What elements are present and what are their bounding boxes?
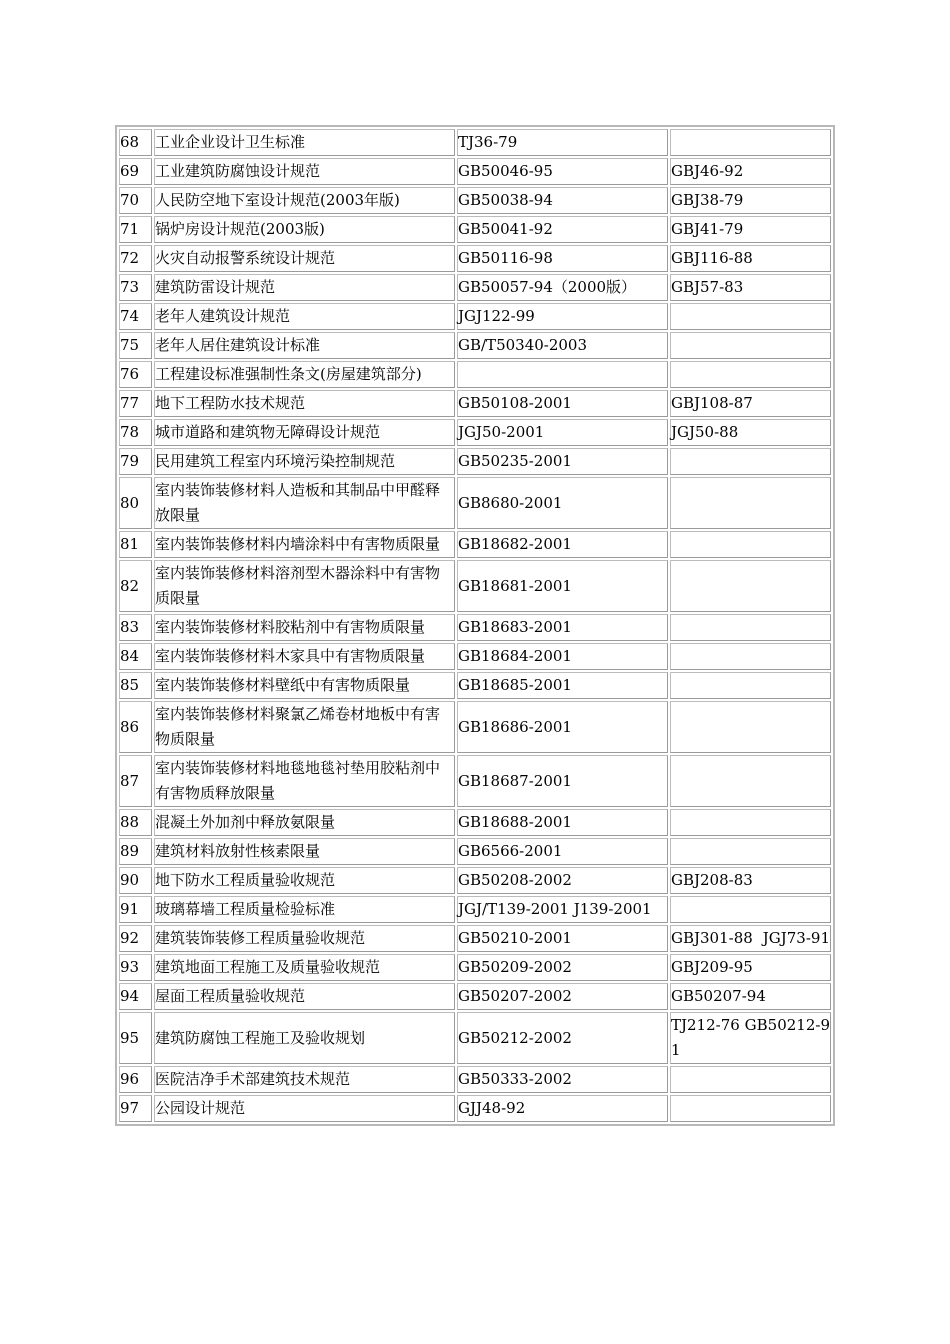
standard-name: 医院洁净手术部建筑技术规范 — [154, 1066, 455, 1093]
table-row — [119, 867, 831, 894]
standard-code: GB18688-2001 — [457, 809, 668, 836]
row-number: 80 — [119, 477, 152, 529]
superseded-code — [670, 560, 831, 612]
standard-code: GB50108-2001 — [457, 390, 668, 417]
row-number: 78 — [119, 419, 152, 446]
standard-code: GB50041-92 — [457, 216, 668, 243]
superseded-code — [670, 1066, 831, 1093]
row-number: 92 — [119, 925, 152, 952]
standard-code: JGJ50-2001 — [457, 419, 668, 446]
standard-name: 室内装饰装修材料胶粘剂中有害物质限量 — [154, 614, 455, 641]
row-number: 82 — [119, 560, 152, 612]
row-number: 88 — [119, 809, 152, 836]
table-row — [119, 332, 831, 359]
row-number: 90 — [119, 867, 152, 894]
superseded-code — [670, 129, 831, 156]
standard-name: 建筑装饰装修工程质量验收规范 — [154, 925, 455, 952]
table-row — [119, 1012, 831, 1064]
standard-code: GB50235-2001 — [457, 448, 668, 475]
standard-code: GB50038-94 — [457, 187, 668, 214]
standard-code: GB50057-94（2000版） — [457, 274, 668, 301]
standard-code: GB18686-2001 — [457, 701, 668, 753]
standard-name: 玻璃幕墙工程质量检验标准 — [154, 896, 455, 923]
standard-code: TJ36-79 — [457, 129, 668, 156]
superseded-code: GBJ116-88 — [670, 245, 831, 272]
standard-name: 民用建筑工程室内环境污染控制规范 — [154, 448, 455, 475]
row-number: 76 — [119, 361, 152, 388]
superseded-code — [670, 361, 831, 388]
row-number: 77 — [119, 390, 152, 417]
table-row — [119, 983, 831, 1010]
table-row — [119, 672, 831, 699]
table-row — [119, 274, 831, 301]
standard-name: 室内装饰装修材料地毯地毯衬垫用胶粘剂中有害物质释放限量 — [154, 755, 455, 807]
superseded-code — [670, 614, 831, 641]
standard-code — [457, 361, 668, 388]
table-row — [119, 809, 831, 836]
superseded-code — [670, 303, 831, 330]
standard-code: JGJ122-99 — [457, 303, 668, 330]
superseded-code — [670, 448, 831, 475]
row-number: 71 — [119, 216, 152, 243]
standard-name: 室内装饰装修材料内墙涂料中有害物质限量 — [154, 531, 455, 558]
superseded-code — [670, 809, 831, 836]
standard-name: 工程建设标准强制性条文(房屋建筑部分) — [154, 361, 455, 388]
standard-code: JGJ/T139-2001 J139-2001 — [457, 896, 668, 923]
table-row — [119, 158, 831, 185]
superseded-code: GBJ41-79 — [670, 216, 831, 243]
standards-table-body — [119, 129, 831, 1122]
superseded-code: GBJ57-83 — [670, 274, 831, 301]
standard-name: 室内装饰装修材料溶剂型木器涂料中有害物质限量 — [154, 560, 455, 612]
table-row — [119, 129, 831, 156]
standard-code: GB18681-2001 — [457, 560, 668, 612]
superseded-code — [670, 1095, 831, 1122]
superseded-code: TJ212-76 GB50212-91 — [670, 1012, 831, 1064]
superseded-code — [670, 701, 831, 753]
table-row — [119, 1095, 831, 1122]
row-number: 94 — [119, 983, 152, 1010]
standard-name: 室内装饰装修材料聚氯乙烯卷材地板中有害物质限量 — [154, 701, 455, 753]
standard-name: 地下防水工程质量验收规范 — [154, 867, 455, 894]
standard-name: 混凝土外加剂中释放氨限量 — [154, 809, 455, 836]
table-row — [119, 531, 831, 558]
row-number: 73 — [119, 274, 152, 301]
standard-name: 老年人建筑设计规范 — [154, 303, 455, 330]
row-number: 84 — [119, 643, 152, 670]
row-number: 81 — [119, 531, 152, 558]
row-number: 86 — [119, 701, 152, 753]
standard-name: 建筑材料放射性核素限量 — [154, 838, 455, 865]
standard-name: 建筑防腐蚀工程施工及验收规划 — [154, 1012, 455, 1064]
standard-code: GB18684-2001 — [457, 643, 668, 670]
table-row — [119, 390, 831, 417]
superseded-code — [670, 896, 831, 923]
superseded-code: GBJ208-83 — [670, 867, 831, 894]
table-row — [119, 838, 831, 865]
superseded-code — [670, 477, 831, 529]
table-row — [119, 954, 831, 981]
standard-code: GB8680-2001 — [457, 477, 668, 529]
standard-name: 老年人居住建筑设计标准 — [154, 332, 455, 359]
table-row — [119, 896, 831, 923]
row-number: 74 — [119, 303, 152, 330]
table-row — [119, 755, 831, 807]
row-number: 75 — [119, 332, 152, 359]
standard-code: GB/T50340-2003 — [457, 332, 668, 359]
superseded-code: GBJ108-87 — [670, 390, 831, 417]
row-number: 87 — [119, 755, 152, 807]
standard-name: 火灾自动报警系统设计规范 — [154, 245, 455, 272]
standard-name: 室内装饰装修材料壁纸中有害物质限量 — [154, 672, 455, 699]
superseded-code: GBJ209-95 — [670, 954, 831, 981]
standard-name: 室内装饰装修材料木家具中有害物质限量 — [154, 643, 455, 670]
row-number: 95 — [119, 1012, 152, 1064]
superseded-code: GBJ46-92 — [670, 158, 831, 185]
superseded-code — [670, 531, 831, 558]
standard-name: 工业建筑防腐蚀设计规范 — [154, 158, 455, 185]
row-number: 89 — [119, 838, 152, 865]
standard-code: GB6566-2001 — [457, 838, 668, 865]
superseded-code: JGJ50-88 — [670, 419, 831, 446]
superseded-code — [670, 755, 831, 807]
standard-code: GB50333-2002 — [457, 1066, 668, 1093]
row-number: 83 — [119, 614, 152, 641]
standard-name: 城市道路和建筑物无障碍设计规范 — [154, 419, 455, 446]
standard-code: GJJ48-92 — [457, 1095, 668, 1122]
table-row — [119, 925, 831, 952]
superseded-code: GB50207-94 — [670, 983, 831, 1010]
table-row — [119, 187, 831, 214]
table-row — [119, 643, 831, 670]
row-number: 91 — [119, 896, 152, 923]
row-number: 68 — [119, 129, 152, 156]
standard-code: GB50212-2002 — [457, 1012, 668, 1064]
superseded-code — [670, 838, 831, 865]
standard-name: 室内装饰装修材料人造板和其制品中甲醛释放限量 — [154, 477, 455, 529]
standard-code: GB18685-2001 — [457, 672, 668, 699]
row-number: 93 — [119, 954, 152, 981]
standard-name: 锅炉房设计规范(2003版) — [154, 216, 455, 243]
standard-code: GB50207-2002 — [457, 983, 668, 1010]
standard-name: 建筑地面工程施工及质量验收规范 — [154, 954, 455, 981]
superseded-code — [670, 332, 831, 359]
standard-code: GB50209-2002 — [457, 954, 668, 981]
table-row — [119, 701, 831, 753]
row-number: 70 — [119, 187, 152, 214]
row-number: 69 — [119, 158, 152, 185]
row-number: 79 — [119, 448, 152, 475]
table-row — [119, 448, 831, 475]
standard-name: 人民防空地下室设计规范(2003年版) — [154, 187, 455, 214]
standard-code: GB50046-95 — [457, 158, 668, 185]
superseded-code — [670, 672, 831, 699]
standard-name: 建筑防雷设计规范 — [154, 274, 455, 301]
standard-code: GB18682-2001 — [457, 531, 668, 558]
standard-code: GB18683-2001 — [457, 614, 668, 641]
table-row — [119, 614, 831, 641]
standard-code: GB50210-2001 — [457, 925, 668, 952]
table-row — [119, 361, 831, 388]
standard-code: GB50208-2002 — [457, 867, 668, 894]
row-number: 85 — [119, 672, 152, 699]
table-row — [119, 245, 831, 272]
row-number: 72 — [119, 245, 152, 272]
standard-name: 地下工程防水技术规范 — [154, 390, 455, 417]
standard-code: GB50116-98 — [457, 245, 668, 272]
standard-code: GB18687-2001 — [457, 755, 668, 807]
table-row — [119, 216, 831, 243]
table-row — [119, 1066, 831, 1093]
standard-name: 工业企业设计卫生标准 — [154, 129, 455, 156]
standards-table — [115, 125, 835, 1126]
superseded-code: GBJ301-88 JGJ73-91 — [670, 925, 831, 952]
row-number: 97 — [119, 1095, 152, 1122]
standard-name: 公园设计规范 — [154, 1095, 455, 1122]
row-number: 96 — [119, 1066, 152, 1093]
table-row — [119, 419, 831, 446]
table-row — [119, 560, 831, 612]
table-row — [119, 303, 831, 330]
superseded-code: GBJ38-79 — [670, 187, 831, 214]
table-row — [119, 477, 831, 529]
superseded-code — [670, 643, 831, 670]
standard-name: 屋面工程质量验收规范 — [154, 983, 455, 1010]
